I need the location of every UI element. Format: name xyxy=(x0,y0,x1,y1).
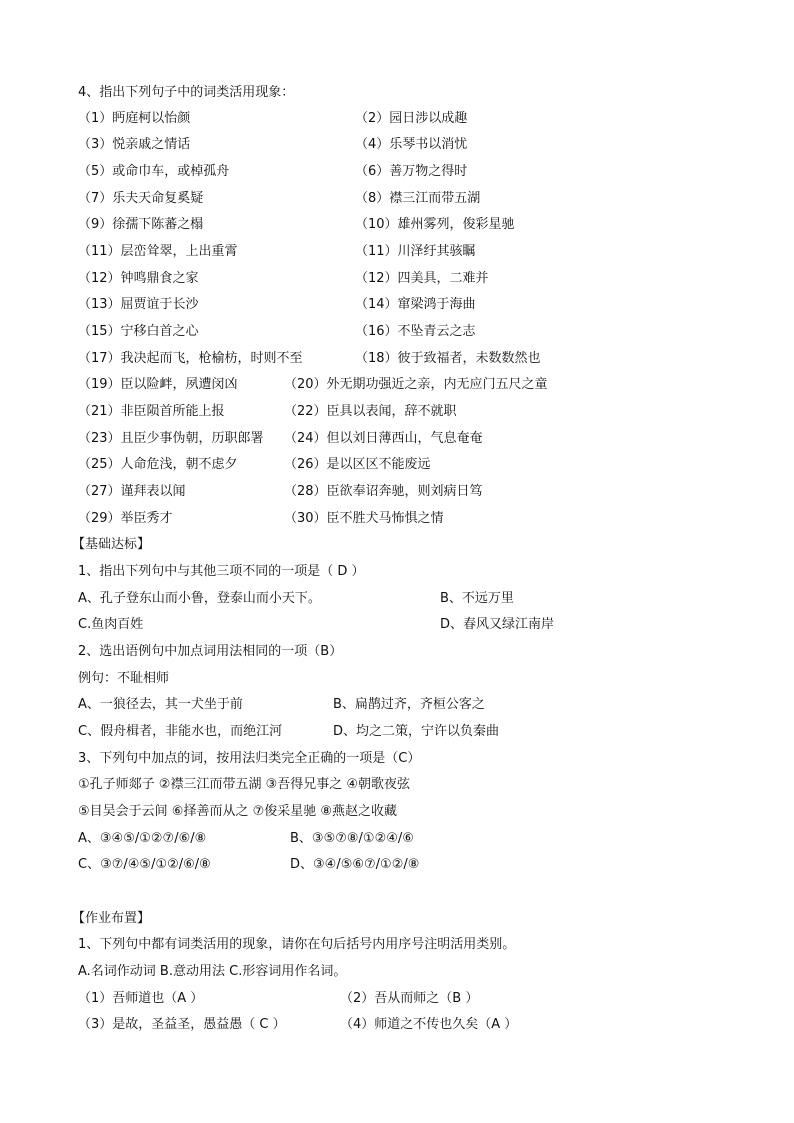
q4-item: （12）四美具，二难并 xyxy=(355,271,489,286)
basic-q1-stem: 1、指出下列句中与其他三项不同的一项是（ D ） xyxy=(78,564,365,579)
q4-item: （9）徐孺下陈蕃之榻 xyxy=(78,217,204,232)
basic-q1-option-b: B、不远万里 xyxy=(440,591,514,606)
basic-q3-row1: ①孔子师郯子 ②襟三江而带五湖 ③吾得兄事之 ④朝歌夜弦 xyxy=(78,777,411,792)
homework-types: A.名词作动词 B.意动用法 C.形容词用作名词。 xyxy=(78,964,347,979)
q4-item: （2）园日涉以成趣 xyxy=(355,111,468,126)
q4-item: （23）且臣少事伪朝，历职郎署 xyxy=(78,431,264,446)
q4-item: （26）是以区区不能废远 xyxy=(284,457,431,472)
section-heading-homework: 【作业布置】 xyxy=(72,911,151,926)
homework-item: （3）是故，圣益圣，愚益愚（ C ） xyxy=(78,1017,286,1032)
q4-item: （10）雄州雾列，俊彩星驰 xyxy=(355,217,515,232)
q4-item: （19）臣以险衅，夙遭闵凶 xyxy=(78,377,238,392)
q4-item: （29）举臣秀才 xyxy=(78,511,173,526)
basic-q2-option-a: A、一狼径去，其一犬坐于前 xyxy=(78,697,243,712)
homework-item: （1）吾师道也（A ） xyxy=(78,991,204,1006)
q4-item: （20）外无期功强近之亲，内无应门五尺之童 xyxy=(284,377,548,392)
basic-q2-option-c: C、假舟楫者，非能水也，而绝江河 xyxy=(78,724,283,739)
basic-q3-option-c: C、③⑦/④⑤/①②/⑥/⑧ xyxy=(78,857,211,872)
q4-item: （13）屈贾谊于长沙 xyxy=(78,297,199,312)
q4-item: （22）臣具以表闻，辞不就职 xyxy=(284,404,457,419)
basic-q1-option-a: A、孔子登东山而小鲁，登泰山而小天下。 xyxy=(78,591,321,606)
q4-item: （24）但以刘日薄西山，气息奄奄 xyxy=(284,431,483,446)
basic-q2-option-b: B、扁鹊过齐，齐桓公客之 xyxy=(333,697,485,712)
homework-item: （4）师道之不传也久矣（A ） xyxy=(340,1017,518,1032)
basic-q3-stem: 3、下列句中加点的词，按用法归类完全正确的一项是（C） xyxy=(78,751,421,766)
basic-q3-option-d: D、③④/⑤⑥⑦/①②/⑧ xyxy=(290,857,420,872)
basic-q1-option-c: C.鱼肉百姓 xyxy=(78,617,144,632)
basic-q3-row2: ⑤目吴会于云间 ⑥择善而从之 ⑦俊采星驰 ⑧燕赵之收藏 xyxy=(78,804,398,819)
basic-q3-option-a: A、③④⑤/①②⑦/⑥/⑧ xyxy=(78,831,207,846)
q4-item: （11）川泽纡其骇瞩 xyxy=(355,244,476,259)
q4-item: （11）层峦耸翠，上出重霄 xyxy=(78,244,238,259)
q4-item: （6）善万物之得时 xyxy=(355,164,468,179)
q4-item: （25）人命危浅，朝不虑夕 xyxy=(78,457,238,472)
q4-item: （3）悦亲戚之情话 xyxy=(78,137,191,152)
q4-item: （27）谨拜表以闻 xyxy=(78,484,186,499)
q4-item: （21）非臣陨首所能上报 xyxy=(78,404,225,419)
q4-item: （7）乐夫天命复奚疑 xyxy=(78,191,204,206)
basic-q2-example: 例句：不耻相师 xyxy=(78,671,170,686)
q4-item: （12）钟鸣鼎食之家 xyxy=(78,271,199,286)
q4-item: （15）宁移白首之心 xyxy=(78,324,199,339)
q4-item: （14）窜梁鸿于海曲 xyxy=(355,297,476,312)
q4-item: （30）臣不胜犬马怖惧之情 xyxy=(284,511,444,526)
homework-item: （2）吾从而师之（B ） xyxy=(340,991,479,1006)
q4-item: （8）襟三江而带五湖 xyxy=(355,191,481,206)
q4-item: （1）眄庭柯以怡颜 xyxy=(78,111,191,126)
q4-title: 4、指出下列句子中的词类活用现象： xyxy=(78,85,295,100)
section-heading-basic: 【基础达标】 xyxy=(72,537,151,552)
q4-item: （4）乐琴书以消忧 xyxy=(355,137,468,152)
q4-item: （16）不坠青云之志 xyxy=(355,324,476,339)
basic-q3-option-b: B、③⑤⑦⑧/①②④/⑥ xyxy=(290,831,414,846)
q4-item: （28）臣欲奉诏奔驰，则刘病日笃 xyxy=(284,484,483,499)
basic-q1-option-d: D、春风又绿江南岸 xyxy=(440,617,555,632)
homework-stem: 1、下列句中都有词类活用的现象，请你在句后括号内用序号注明活用类别。 xyxy=(78,937,516,952)
q4-item: （5）或命巾车，或棹孤舟 xyxy=(78,164,230,179)
q4-item: （17）我决起而飞，枪榆枋，时则不至 xyxy=(78,351,303,366)
basic-q2-option-d: D、均之二策，宁许以负秦曲 xyxy=(333,724,500,739)
q4-item: （18）彼于致福者，未数数然也 xyxy=(355,351,541,366)
basic-q2-stem: 2、选出语例句中加点词用法相同的一项（B） xyxy=(78,644,343,659)
